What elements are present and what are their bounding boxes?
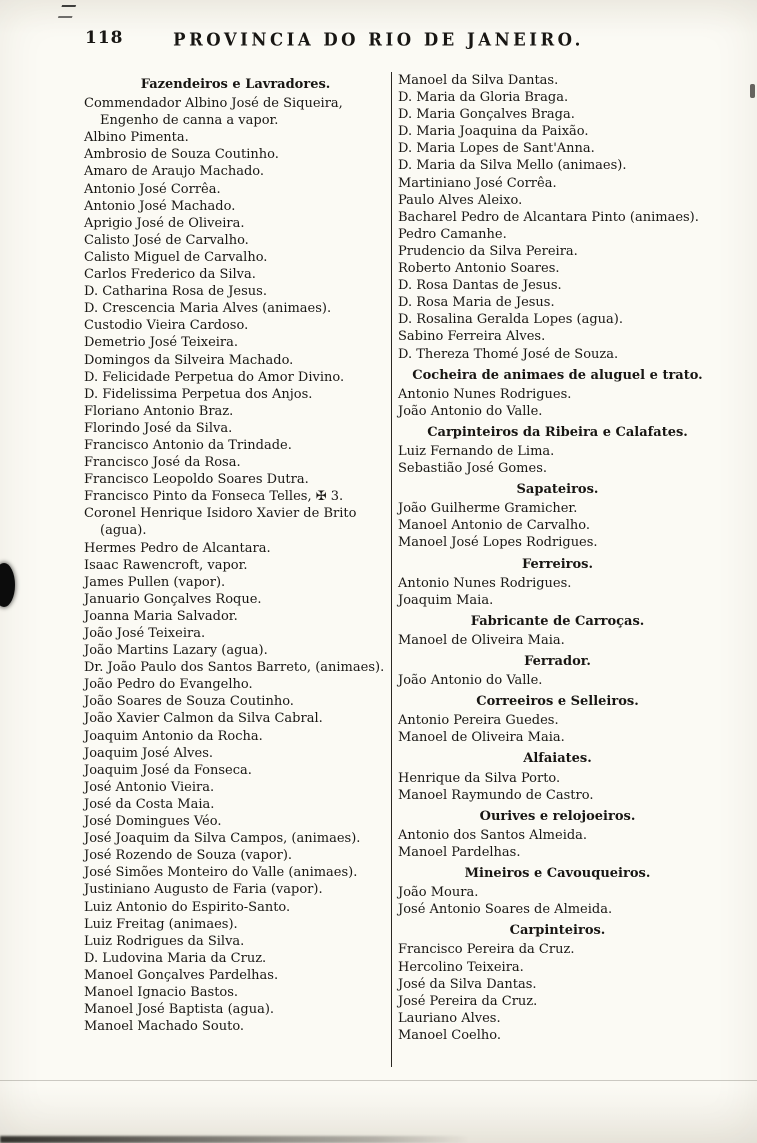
directory-entry: Sebastião José Gomes. [398,461,548,477]
directory-entry: D. Maria Gonçalves Braga. [398,107,575,123]
section-title: Sapateiros. [516,482,599,498]
directory-entry: José da Silva Dantas. [398,976,537,992]
directory-entry: Manoel da Silva Dantas. [398,73,559,88]
directory-entry: Calisto Miguel de Carvalho. [84,249,268,265]
directory-entry: Ambrosio de Souza Coutinho. [84,147,279,163]
directory-entry: D. Rosa Dantas de Jesus. [398,278,562,294]
directory-entry: João Guilherme Gramicher. [398,501,578,517]
scan-noise-right [750,84,755,98]
directory-entry: Carlos Frederico da Silva. [84,267,256,283]
directory-entry: Floriano Antonio Braz. [84,403,234,419]
directory-entry: D. Maria Joaquina da Paixão. [398,124,589,140]
directory-entry: José Antonio Vieira. [84,779,215,795]
directory-entry: Aprigio José de Oliveira. [84,215,245,231]
scan-smudge-bottom [0,1136,469,1143]
directory-entry: Florindo José da Silva. [84,420,233,436]
directory-entry: Manoel de Oliveira Maia. [398,730,565,746]
directory-entry: D. Maria da Silva Mello (animaes). [398,158,627,174]
directory-entry: João Martins Lazary (agua). [84,643,268,659]
page-title: PROVINCIA DO RIO DE JANEIRO. [173,29,584,50]
directory-entry: D. Maria da Gloria Braga. [398,90,569,106]
directory-entry: Dr. João Paulo dos Santos Barreto, (animaes). [84,660,385,676]
directory-entry: Joaquim José da Fonseca. [84,762,252,778]
right-column [398,72,717,1067]
directory-entry: Francisco Pinto da Fonseca Telles, ✠ 3. [84,489,344,505]
directory-entry: D. Thereza Thomé José de Souza. [398,346,619,362]
directory-entry: Antonio Nunes Rodrigues. [398,575,572,591]
directory-entry: Manoel Pardelhas. [398,844,521,860]
directory-entry: Antonio dos Santos Almeida. [398,827,588,843]
directory-entry: João Antonio do Valle. [398,403,543,419]
directory-entry: Roberto Antonio Soares. [398,261,560,277]
section-title: Carpinteiros. [509,923,606,939]
directory-entry: Antonio Pereira Guedes. [398,713,559,729]
directory-entry: Manoel José Lopes Rodrigues. [398,535,598,551]
scan-fold-line [0,1080,757,1081]
directory-entry: Domingos da Silveira Machado. [84,352,294,368]
directory-entry: D. Fidelissima Perpetua dos Anjos. [84,386,313,402]
directory-entry: José da Costa Maia. [84,796,215,812]
directory-entry: Amaro de Araujo Machado. [84,164,265,180]
directory-entry: José Pereira da Cruz. [398,993,538,1009]
directory-entry: Francisco Leopoldo Soares Dutra. [84,472,309,488]
page-number: 118 [85,28,124,48]
directory-entry: Joaquim José Alves. [84,745,214,761]
directory-entry: Joaquim Maia. [398,592,494,608]
directory-entry: João Pedro do Evangelho. [84,677,253,693]
directory-entry: D. Crescencia Maria Alves (animaes). [84,301,332,317]
directory-entry: Lauriano Alves. [398,1010,501,1026]
section-title: Carpinteiros da Ribeira e Calafates. [427,424,688,440]
directory-entry: Custodio Vieira Cardoso. [84,318,249,334]
directory-entry: Luiz Fernando de Lima. [398,443,555,459]
directory-entry: José Joaquim da Silva Campos, (animaes). [84,831,361,847]
directory-entry: José Rozendo de Souza (vapor). [84,848,293,864]
directory-entry: João José Teixeira. [84,626,206,641]
directory-entry: João Soares de Souza Coutinho. [84,694,294,710]
directory-entry: Prudencio da Silva Pereira. [398,243,578,259]
section-title: Cocheira de animaes de aluguel e trato. [412,367,703,383]
directory-entry: Antonio Nunes Rodrigues. [398,386,572,402]
directory-columns [0,64,757,1067]
section-title: Ferreiros. [521,556,594,572]
directory-entry: D. Ludovina Maria da Cruz. [84,950,267,966]
directory-entry: Luiz Freitag (animaes). [84,916,238,932]
directory-entry: Manoel Coelho. [398,1027,501,1043]
directory-entry: João Xavier Calmon da Silva Cabral. [84,711,323,727]
directory-entry: Francisco José da Rosa. [84,455,241,471]
page-header [0,0,757,64]
directory-entry: James Pullen (vapor). [84,574,226,590]
directory-entry: Albino Pimenta. [84,130,189,146]
directory-entry: Martiniano José Corrêa. [398,175,557,191]
directory-entry: D. Catharina Rosa de Jesus. [84,284,267,300]
directory-entry: João Antonio do Valle. [398,673,543,689]
directory-entry: Justiniano Augusto de Faria (vapor). [84,882,323,898]
directory-entry: Francisco Pereira da Cruz. [398,942,575,958]
directory-entry: Januario Gonçalves Roque. [84,591,262,607]
directory-entry: João Moura. [398,885,479,901]
directory-entry: Henrique da Silva Porto. [398,770,561,786]
directory-entry: Manoel Antonio de Carvalho. [398,518,590,534]
directory-entry: D. Rosa Maria de Jesus. [398,295,555,311]
directory-entry: Manoel de Oliveira Maia. [398,632,565,648]
directory-entry: Manoel José Baptista (agua). [84,1002,275,1018]
directory-entry: Manoel Machado Souto. [84,1019,245,1035]
directory-entry: Commendador Albino José de Siqueira, Engenho de canna a vapor. [84,96,343,129]
directory-entry: Francisco Antonio da Trindade. [84,437,292,453]
directory-entry: Isaac Rawencroft, vapor. [84,557,248,573]
directory-entry: Manoel Raymundo de Castro. [398,787,594,803]
directory-entry: Sabino Ferreira Alves. [398,329,546,345]
section-title: Mineiros e Cavouqueiros. [464,866,651,882]
directory-entry: Luiz Antonio do Espirito-Santo. [84,899,291,915]
column-divider [391,72,392,1067]
directory-entry: D. Rosalina Geralda Lopes (agua). [398,312,623,328]
directory-entry: Bacharel Pedro de Alcantara Pinto (animaes). [398,209,699,225]
directory-entry: Coronel Henrique Isidoro Xavier de Brito (agua). [84,506,357,539]
directory-entry: José Domingues Véo. [84,814,222,830]
directory-entry: Antonio José Corrêa. [84,181,221,197]
directory-entry: Hercolino Teixeira. [398,959,524,975]
section-title: Fabricante de Carroças. [470,613,645,629]
directory-entry: José Antonio Soares de Almeida. [398,902,613,918]
directory-entry: D. Felicidade Perpetua do Amor Divino. [84,369,345,385]
directory-entry: Manoel Ignacio Bastos. [84,984,239,1000]
directory-entry: Hermes Pedro de Alcantara. [84,540,271,556]
left-column [84,72,387,1067]
section-title: Ferrador. [524,654,591,669]
directory-entry: Paulo Alves Aleixo. [398,192,523,208]
section-title: Correeiros e Selleiros. [476,694,639,710]
directory-entry: D. Maria Lopes de Sant'Anna. [398,141,595,157]
section-title: Fazendeiros e Lavradores. [140,77,331,92]
directory-entry: Calisto José de Carvalho. [84,232,249,248]
directory-entry: Demetrio José Teixeira. [84,335,239,351]
section-title: Ourives e relojoeiros. [479,808,636,824]
directory-entry: Joanna Maria Salvador. [84,608,238,624]
directory-entry: Pedro Camanhe. [398,226,507,242]
directory-entry: Luiz Rodrigues da Silva. [84,933,245,949]
directory-entry: Manoel Gonçalves Pardelhas. [84,967,279,983]
directory-entry: Antonio José Machado. [84,198,236,214]
directory-entry: José Simões Monteiro do Valle (animaes). [84,865,358,881]
directory-entry: Joaquim Antonio da Rocha. [84,728,263,744]
section-title: Alfaiates. [523,751,592,767]
